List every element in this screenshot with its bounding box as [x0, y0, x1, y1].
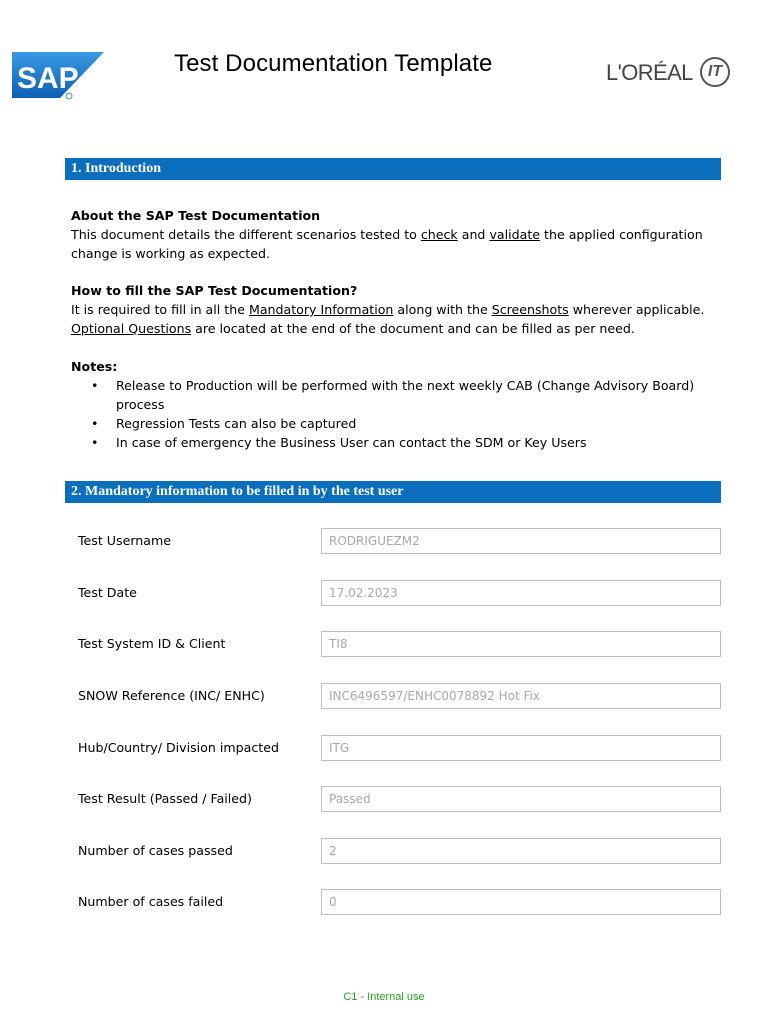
- it-badge: IT: [700, 57, 730, 87]
- hub-country-division-field[interactable]: ITG: [321, 735, 721, 761]
- howto-text: It is required to fill in all the Mandatory Information along with the Screenshots wherever applicable. Optional Questions are located at the end of the document and can be filled as per need.: [71, 302, 705, 336]
- howto-block: [71, 281, 721, 338]
- test-result-field[interactable]: Passed: [321, 786, 721, 812]
- cases-passed-field[interactable]: 2: [321, 838, 721, 864]
- test-system-label: Test System ID & Client: [78, 636, 226, 651]
- test-date-label: Test Date: [78, 585, 137, 600]
- mandatory-information-link: Mandatory Information: [248, 302, 394, 317]
- section-heading-mandatory-information: 2. Mandatory information to be filled in by the test user: [65, 481, 721, 503]
- notes-heading: Notes:: [71, 359, 118, 374]
- test-system-field[interactable]: TI8: [321, 631, 721, 657]
- howto-heading: How to fill the SAP Test Documentation?: [71, 283, 358, 298]
- test-username-label: Test Username: [78, 533, 172, 548]
- sap-logo: [12, 52, 104, 100]
- screenshots-link: Screenshots: [491, 302, 569, 317]
- notes-block: [71, 357, 721, 452]
- section-heading-introduction: 1. Introduction: [65, 158, 721, 180]
- test-result-label: Test Result (Passed / Failed): [78, 791, 252, 806]
- check-link: check: [420, 227, 458, 242]
- notes-list: [71, 376, 721, 452]
- hub-country-division-label: Hub/Country/ Division impacted: [78, 740, 279, 755]
- optional-questions-link: Optional Questions: [71, 321, 192, 336]
- about-text: This document details the different scenarios tested to check and validate the applied configuration change is working as expected.: [71, 227, 703, 261]
- about-heading: About the SAP Test Documentation: [71, 208, 321, 223]
- list-item: • Regression Tests can also be captured: [71, 414, 721, 433]
- loreal-logo-text: L'ORÉAL: [606, 60, 693, 85]
- test-date-field[interactable]: 17.02.2023: [321, 580, 721, 606]
- list-item: • Release to Production will be performed with the next weekly CAB (Change Advisory Board) process: [71, 376, 721, 414]
- cases-failed-field[interactable]: 0: [321, 889, 721, 915]
- validate-link: validate: [489, 227, 541, 242]
- svg-text:SAP: SAP: [17, 62, 79, 95]
- loreal-logo: [606, 56, 734, 94]
- page-title: Test Documentation Template: [174, 50, 493, 77]
- classification-footer: C1 - Internal use: [343, 991, 425, 1003]
- about-block: [71, 206, 721, 263]
- cases-failed-label: Number of cases failed: [78, 894, 224, 909]
- list-item: • In case of emergency the Business User can contact the SDM or Key Users: [71, 433, 721, 452]
- snow-reference-label: SNOW Reference (INC/ ENHC): [78, 688, 265, 703]
- snow-reference-field[interactable]: INC6496597/ENHC0078892 Hot Fix: [321, 683, 721, 709]
- test-username-field[interactable]: RODRIGUEZM2: [321, 528, 721, 554]
- cases-passed-label: Number of cases passed: [78, 843, 233, 858]
